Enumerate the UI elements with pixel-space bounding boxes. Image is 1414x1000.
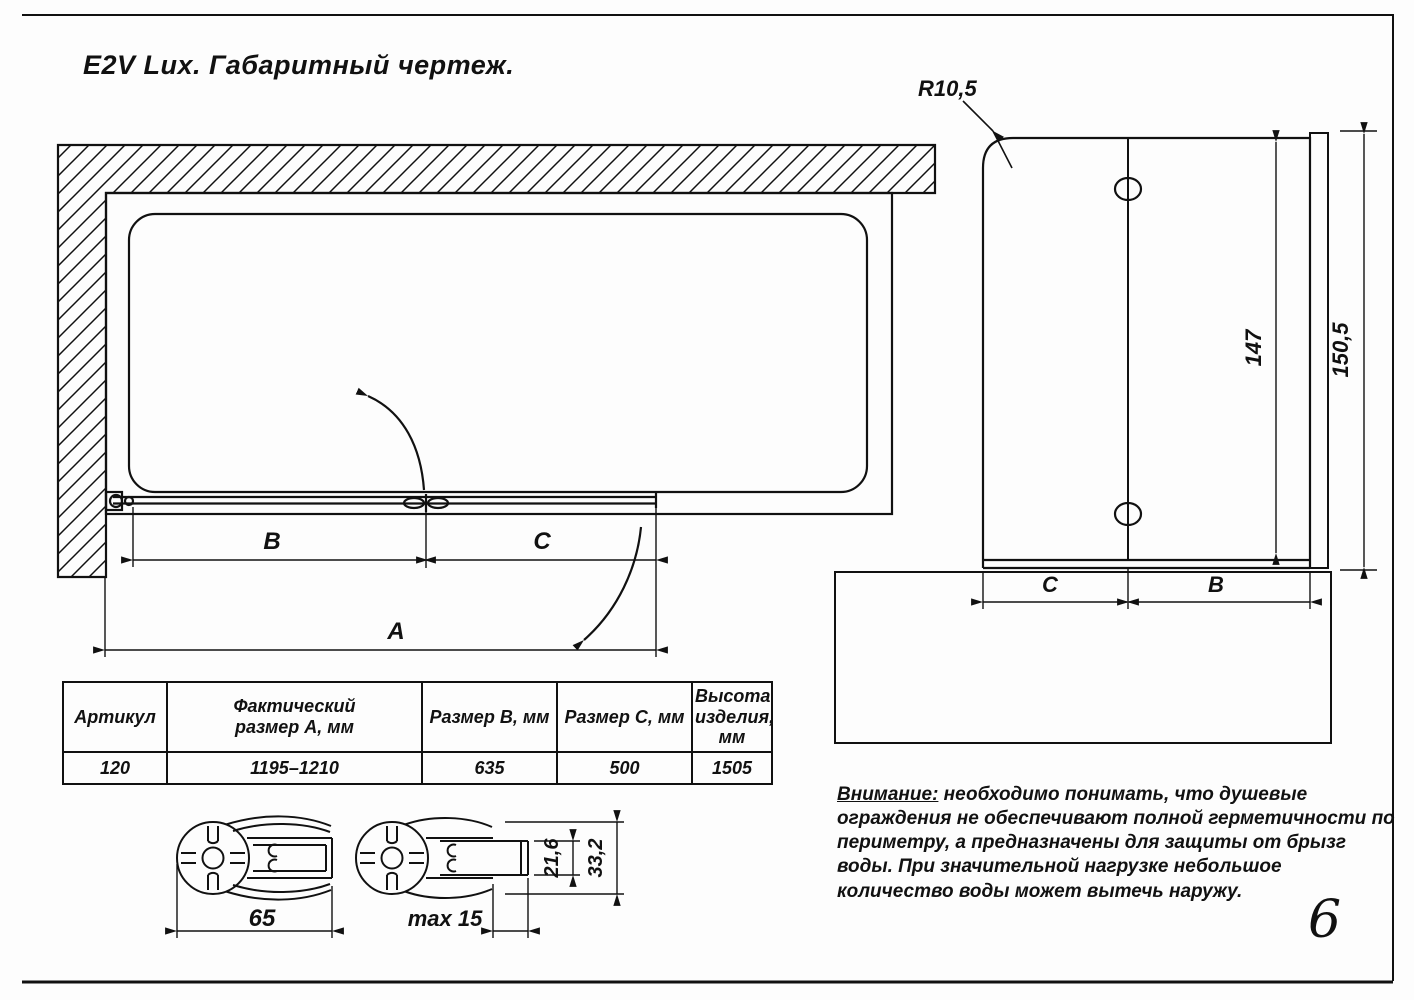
screen-bar: [113, 493, 656, 508]
spec-table-data-row: [63, 752, 772, 784]
bathtub-outer: [106, 193, 892, 514]
total-height-label: 33,2: [585, 838, 607, 878]
plan-dim-b-label: B: [263, 528, 281, 555]
profile-width-label: 65: [248, 905, 276, 932]
warning-note: [837, 783, 1395, 904]
warning-label: Внимание:: [837, 784, 939, 805]
cell-size-b: 635: [422, 752, 557, 784]
header-height: Высота изделия, мм: [692, 682, 772, 752]
profile-closed: [177, 816, 332, 899]
glass-channel-label: 21,6: [541, 838, 563, 878]
cell-size-a: 1195–1210: [167, 752, 422, 784]
cell-size-c: 500: [557, 752, 692, 784]
profile-extended: [356, 818, 528, 898]
wall-hatch: [58, 145, 935, 577]
front-dim-c-label: C: [1042, 572, 1058, 597]
cell-height: 1505: [692, 752, 772, 784]
height-glass-label: 147: [1241, 329, 1266, 367]
bathtub-bowl: [129, 214, 867, 492]
plan-view: [58, 145, 935, 657]
header-article: Артикул: [63, 682, 167, 752]
spec-table: [62, 681, 773, 785]
max-extension-label: max 15: [407, 906, 483, 931]
height-total-label: 150,5: [1328, 322, 1353, 378]
wall-profile-bracket: [106, 492, 133, 510]
header-size-a: Фактический размер А, мм: [167, 682, 422, 752]
wall-profile-strip: [1310, 133, 1328, 568]
spec-table-header-row: [63, 682, 772, 752]
header-size-c: Размер С, мм: [557, 682, 692, 752]
warning-text: необходимо понимать, что душевые ограждения не обеспечивают полной герметичности по периметру, а предназначены для защиты от брызг воды. При значительной нагрузке небольшое количество воды может вытечь наружу.: [837, 784, 1395, 902]
profile-sections: [177, 816, 624, 938]
bathtub-side: [835, 572, 1331, 743]
front-dim-b-label: B: [1208, 572, 1224, 597]
swing-arrow: [584, 527, 641, 640]
page-title: E2V Lux. Габаритный чертеж.: [83, 50, 515, 80]
plan-dim-a-label: A: [387, 618, 405, 645]
bottom-rail: [983, 560, 1310, 568]
radius-label: R10,5: [918, 76, 977, 101]
page-number: 6: [1308, 890, 1342, 950]
cell-article: 120: [63, 752, 167, 784]
plan-dim-c-label: C: [533, 528, 551, 555]
fold-arrow: [368, 396, 424, 490]
header-size-b: Размер В, мм: [422, 682, 557, 752]
